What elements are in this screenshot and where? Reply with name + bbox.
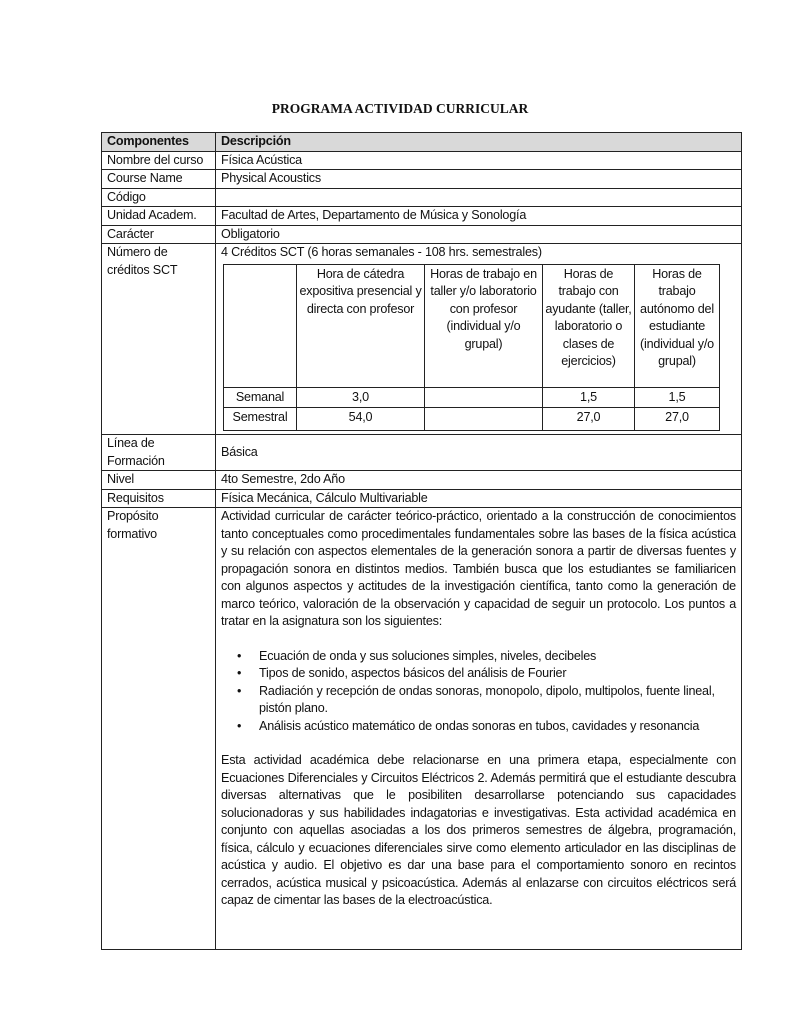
row-value: Facultad de Artes, Departamento de Música y Sonología	[216, 207, 742, 226]
credits-summary: 4 Créditos SCT (6 horas semanales - 108 hrs. semestrales)	[221, 245, 542, 259]
table-row	[102, 225, 742, 244]
table-row	[102, 170, 742, 189]
list-item: • Tipos de sonido, aspectos básicos del análisis de Fourier	[259, 665, 736, 683]
hours-cell: 27,0	[543, 408, 635, 431]
hours-table	[223, 264, 720, 432]
row-value: 4to Semestre, 2do Año	[216, 471, 742, 490]
table-row	[102, 471, 742, 490]
row-label: Número de créditos SCT	[102, 244, 216, 435]
row-label: Course Name	[102, 170, 216, 189]
hours-header: Horas de trabajo autónomo del estudiante (individual y/o grupal)	[635, 264, 720, 387]
row-value	[216, 188, 742, 207]
row-value: Obligatorio	[216, 225, 742, 244]
hours-row-semestral	[224, 408, 720, 431]
row-label: Unidad Academ.	[102, 207, 216, 226]
topics-list	[221, 648, 736, 736]
document-title: PROGRAMA ACTIVIDAD CURRICULAR	[271, 101, 529, 116]
list-item: • Ecuación de onda y sus soluciones simples, niveles, decibeles	[259, 648, 736, 666]
curriculum-table	[101, 132, 742, 950]
purpose-paragraph: Actividad curricular de carácter teórico-práctico, orientado a la construcción de conocimientos tanto conceptuales como procedimentales fundamentales sobre las bases de la física acústica y su relación con aspectos elementales de la generación sonora a partir de diversas fuentes y propagación sonora en distintos medios. También busca que los estudiantes se familiaricen con algunos aspectos y actitudes de la investigación científica, tanto como la generación de marco teórico, valoración de la observación y capacidad de seguir un protocolo. Los puntos a tratar en la asignatura son los siguientes:	[221, 509, 736, 628]
row-value: Básica	[216, 435, 742, 471]
purpose-paragraph: Esta actividad académica debe relacionarse en una primera etapa, especialmente con Ecuaciones Diferenciales y Circuitos Eléctricos 2. Además permitirá que el estudiante descubra diversas alternativas que le posibiliten desarrollarse potenciando sus capacidades solucionadoras y sus habilidades indagatorias e investigativas. Esta actividad académica en conjunto con aquellas asociadas a los dos primeros semestres de álgebra, programación, física, cálculo y ecuaciones diferenciales sirve como elemento articulador en las disciplinas de acústica y audio. El objetivo es dar una base para el comportamiento sonoro en recintos cerrados, acústica musical y psicoacústica. Además al enlazarse con circuitos eléctricos será capaz de cimentar las bases de la electroacústica.	[221, 753, 736, 907]
hours-cell: Semestral	[224, 408, 297, 431]
table-row	[102, 151, 742, 170]
table-header-row	[102, 133, 742, 152]
hours-header-row	[224, 264, 720, 387]
row-value	[216, 244, 742, 435]
row-label: Línea de Formación	[102, 435, 216, 471]
hours-header: Horas de trabajo en taller y/o laboratorio con profesor (individual y/o grupal)	[425, 264, 543, 387]
table-row	[102, 244, 742, 435]
row-label: Nombre del curso	[102, 151, 216, 170]
hours-cell: Semanal	[224, 387, 297, 408]
table-row	[102, 508, 742, 950]
table-row	[102, 207, 742, 226]
table-row	[102, 188, 742, 207]
row-value: Física Mecánica, Cálculo Multivariable	[216, 489, 742, 508]
table-row	[102, 489, 742, 508]
row-label: Propósito formativo	[102, 508, 216, 950]
hours-cell: 1,5	[543, 387, 635, 408]
hours-header	[224, 264, 297, 387]
list-item: • Análisis acústico matemático de ondas sonoras en tubos, cavidades y resonancia	[259, 718, 736, 736]
hours-cell: 3,0	[297, 387, 425, 408]
header-componentes: Componentes	[102, 133, 216, 152]
hours-cell: 54,0	[297, 408, 425, 431]
row-label: Carácter	[102, 225, 216, 244]
header-descripcion: Descripción	[216, 133, 742, 152]
row-label: Requisitos	[102, 489, 216, 508]
hours-cell	[425, 387, 543, 408]
row-label: Nivel	[102, 471, 216, 490]
hours-cell	[425, 408, 543, 431]
row-label: Código	[102, 188, 216, 207]
hours-cell: 27,0	[635, 408, 720, 431]
list-item: • Radiación y recepción de ondas sonoras, monopolo, dipolo, multipolos, fuente lineal, pistón plano.	[259, 683, 736, 718]
table-row	[102, 435, 742, 471]
hours-cell: 1,5	[635, 387, 720, 408]
row-value: Physical Acoustics	[216, 170, 742, 189]
row-value: Física Acústica	[216, 151, 742, 170]
hours-header: Hora de cátedra expositiva presencial y directa con profesor	[297, 264, 425, 387]
hours-header: Horas de trabajo con ayudante (taller, laboratorio o clases de ejercicios)	[543, 264, 635, 387]
hours-row-semanal	[224, 387, 720, 408]
purpose-content	[216, 508, 742, 950]
